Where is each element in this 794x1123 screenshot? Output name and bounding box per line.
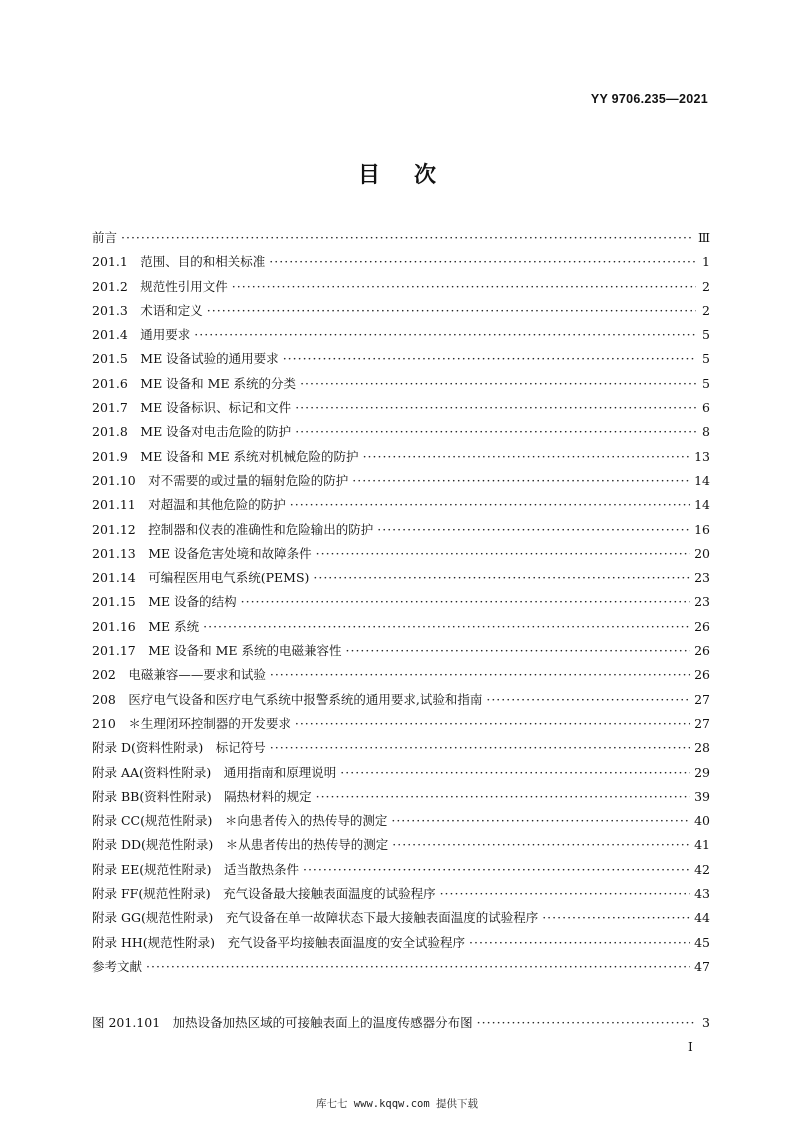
- toc-entry-page: 26: [694, 618, 710, 634]
- toc-entry[interactable]: [92, 228, 710, 252]
- toc-entry[interactable]: [92, 617, 710, 641]
- leader-dots: [241, 594, 690, 609]
- toc-entry[interactable]: [92, 884, 710, 908]
- toc-entry[interactable]: [92, 957, 710, 981]
- toc-entry[interactable]: [92, 860, 710, 884]
- page-title: 目次: [357, 162, 470, 188]
- toc-entry[interactable]: [92, 398, 710, 422]
- toc-entry[interactable]: [92, 641, 710, 665]
- toc-entry-page: 16: [694, 521, 710, 537]
- toc-entry-label: 附录 EE(规范性附录) 适当散热条件: [92, 861, 299, 877]
- toc-entry[interactable]: [92, 252, 710, 276]
- toc-entry-label: 202 电磁兼容——要求和试验: [92, 667, 266, 683]
- leader-dots: [391, 813, 690, 828]
- toc-entry-label: 参考文献: [92, 958, 143, 974]
- toc-entry-label: 前言: [92, 230, 118, 245]
- toc-entry[interactable]: [92, 763, 710, 787]
- toc-entry-page: 14: [694, 472, 710, 488]
- toc-entry-page: Ⅲ: [697, 230, 710, 245]
- toc-entry-page: 42: [694, 861, 710, 877]
- toc-entry-label: 201.12 控制器和仪表的准确性和危险输出的防护: [92, 521, 374, 537]
- footer-download-note: 库七七 www.kqqw.com 提供下载: [315, 1098, 478, 1110]
- leader-dots: [340, 765, 690, 780]
- toc-entry-page: 28: [694, 740, 710, 756]
- toc-entry-page: 47: [694, 958, 710, 974]
- leader-dots: [121, 230, 694, 245]
- leader-dots: [300, 376, 696, 391]
- toc-entry-label: 图 201.101 加热设备加热区域的可接触表面上的温度传感器分布图: [92, 1015, 473, 1030]
- leader-dots: [440, 886, 691, 901]
- toc-entry-label: 附录 HH(规范性附录) 充气设备平均接触表面温度的安全试验程序: [92, 934, 466, 950]
- standard-code: YY 9706.235—2021: [590, 92, 708, 106]
- toc-entry[interactable]: [92, 520, 710, 544]
- toc-entry-page: 14: [694, 497, 710, 513]
- toc-entry-page: 5: [702, 351, 710, 367]
- toc-entry-label: 201.7 ME 设备标识、标记和文件: [92, 400, 292, 416]
- toc-entry-page: 2: [702, 302, 710, 318]
- toc-entry-page: 29: [694, 764, 710, 780]
- figure-list: [92, 1013, 710, 1037]
- toc-entry-label: 208 医疗电气设备和医疗电气系统中报警系统的通用要求,试验和指南: [92, 691, 483, 707]
- toc-entry-page: 13: [694, 448, 710, 464]
- toc-entry-label: 201.8 ME 设备对电击危险的防护: [92, 424, 292, 440]
- leader-dots: [290, 497, 690, 512]
- toc-entry-page: 26: [694, 643, 710, 659]
- toc-entry[interactable]: [92, 349, 710, 373]
- leader-dots: [316, 546, 690, 561]
- leader-dots: [352, 473, 690, 488]
- toc-entry[interactable]: [92, 592, 710, 616]
- toc-entry[interactable]: [92, 690, 710, 714]
- leader-dots: [269, 254, 696, 269]
- toc-entry[interactable]: [92, 835, 710, 859]
- leader-dots: [146, 959, 690, 974]
- toc-entry-page: 3: [702, 1015, 710, 1030]
- toc-entry-label: 201.14 可编程医用电气系统(PEMS): [92, 570, 310, 586]
- toc-entry[interactable]: [92, 787, 710, 811]
- toc-entry-page: 23: [694, 594, 710, 610]
- toc-entry-label: 201.15 ME 设备的结构: [92, 594, 237, 610]
- toc-entry-page: 41: [694, 837, 710, 853]
- leader-dots: [295, 400, 696, 415]
- toc-entry-label: 附录 D(资料性附录) 标记符号: [92, 740, 266, 756]
- leader-dots: [295, 716, 690, 731]
- leader-dots: [207, 303, 696, 318]
- toc-entry-page: 6: [702, 400, 710, 416]
- toc-entry[interactable]: [92, 495, 710, 519]
- toc-entry[interactable]: [92, 933, 710, 957]
- toc-entry[interactable]: [92, 447, 710, 471]
- toc-entry-page: 26: [694, 667, 710, 683]
- leader-dots: [203, 619, 690, 634]
- toc-entry[interactable]: [92, 325, 710, 349]
- toc-entry-page: 23: [694, 570, 710, 586]
- toc-entry-page: 27: [694, 691, 710, 707]
- toc-entry[interactable]: [92, 738, 710, 762]
- toc-entry-label: 附录 BB(资料性附录) 隔热材料的规定: [92, 788, 312, 804]
- leader-dots: [469, 935, 690, 950]
- leader-dots: [194, 327, 696, 342]
- toc-entry-label: 201.5 ME 设备试验的通用要求: [92, 351, 279, 367]
- leader-dots: [363, 449, 691, 464]
- toc-entry-label: 201.6 ME 设备和 ME 系统的分类: [92, 375, 297, 391]
- leader-dots: [346, 643, 691, 658]
- toc-entry-label: 201.9 ME 设备和 ME 系统对机械危险的防护: [92, 448, 359, 464]
- toc-entry-label: 201.2 规范性引用文件: [92, 278, 228, 294]
- leader-dots: [303, 862, 690, 877]
- toc-entry-label: 附录 GG(规范性附录) 充气设备在单一故障状态下最大接触表面温度的试验程序: [92, 910, 539, 926]
- toc-entry[interactable]: [92, 665, 710, 689]
- toc-entry-label: 附录 AA(资料性附录) 通用指南和原理说明: [92, 764, 337, 780]
- toc-entry-label: 201.17 ME 设备和 ME 系统的电磁兼容性: [92, 643, 342, 659]
- toc-entry-label: 210 ＊生理闭环控制器的开发要求: [92, 715, 291, 731]
- toc-entry-page: 39: [694, 788, 710, 804]
- leader-dots: [377, 522, 690, 537]
- leader-dots: [486, 692, 690, 707]
- toc-entry-label: 附录 DD(规范性附录) ＊从患者传出的热传导的测定: [92, 837, 389, 853]
- toc-entry[interactable]: [92, 301, 710, 325]
- leader-dots: [232, 279, 696, 294]
- toc-entry-label: 附录 FF(规范性附录) 充气设备最大接触表面温度的试验程序: [92, 886, 436, 902]
- toc-entry-page: 8: [702, 424, 710, 440]
- toc-entry-page: 1: [702, 254, 710, 270]
- toc-entry[interactable]: [92, 277, 710, 301]
- toc-entry-label: 201.10 对不需要的或过量的辐射危险的防护: [92, 472, 349, 488]
- toc-entry-label: 201.11 对超温和其他危险的防护: [92, 497, 286, 513]
- toc-entry-label: 201.3 术语和定义: [92, 302, 203, 318]
- toc-entry-page: 5: [702, 327, 710, 343]
- leader-dots: [283, 351, 696, 366]
- leader-dots: [270, 740, 690, 755]
- toc-entry-label: 201.13 ME 设备危害处境和故障条件: [92, 545, 312, 561]
- toc-entry-page: 43: [694, 886, 710, 902]
- toc-entry[interactable]: [92, 908, 710, 932]
- toc-entry-page: 40: [694, 813, 710, 829]
- toc-entry[interactable]: [92, 374, 710, 398]
- toc-entry-page: 45: [694, 934, 710, 950]
- page-number: I: [688, 1040, 693, 1054]
- leader-dots: [392, 837, 690, 852]
- toc-entry-page: 27: [694, 715, 710, 731]
- leader-dots: [313, 570, 690, 585]
- toc-entry[interactable]: [92, 471, 710, 495]
- toc-entry-label: 201.16 ME 系统: [92, 618, 200, 634]
- table-of-contents: [92, 228, 710, 981]
- leader-dots: [270, 667, 690, 682]
- toc-entry[interactable]: [92, 811, 710, 835]
- toc-entry-label: 201.1 范围、目的和相关标准: [92, 254, 266, 270]
- toc-entry[interactable]: [92, 714, 710, 738]
- toc-entry-page: 44: [694, 910, 710, 926]
- leader-dots: [477, 1015, 696, 1030]
- toc-entry-page: 5: [702, 375, 710, 391]
- toc-entry-page: 2: [702, 278, 710, 294]
- toc-entry[interactable]: [92, 544, 710, 568]
- toc-entry[interactable]: [92, 422, 710, 446]
- toc-entry-label: 附录 CC(规范性附录) ＊向患者传入的热传导的测定: [92, 813, 388, 829]
- leader-dots: [316, 789, 690, 804]
- leader-dots: [542, 910, 690, 925]
- toc-entry-page: 20: [694, 545, 710, 561]
- toc-entry-label: 201.4 通用要求: [92, 327, 191, 343]
- toc-entry[interactable]: [92, 568, 710, 592]
- toc-entry[interactable]: [92, 1013, 710, 1037]
- leader-dots: [295, 424, 696, 439]
